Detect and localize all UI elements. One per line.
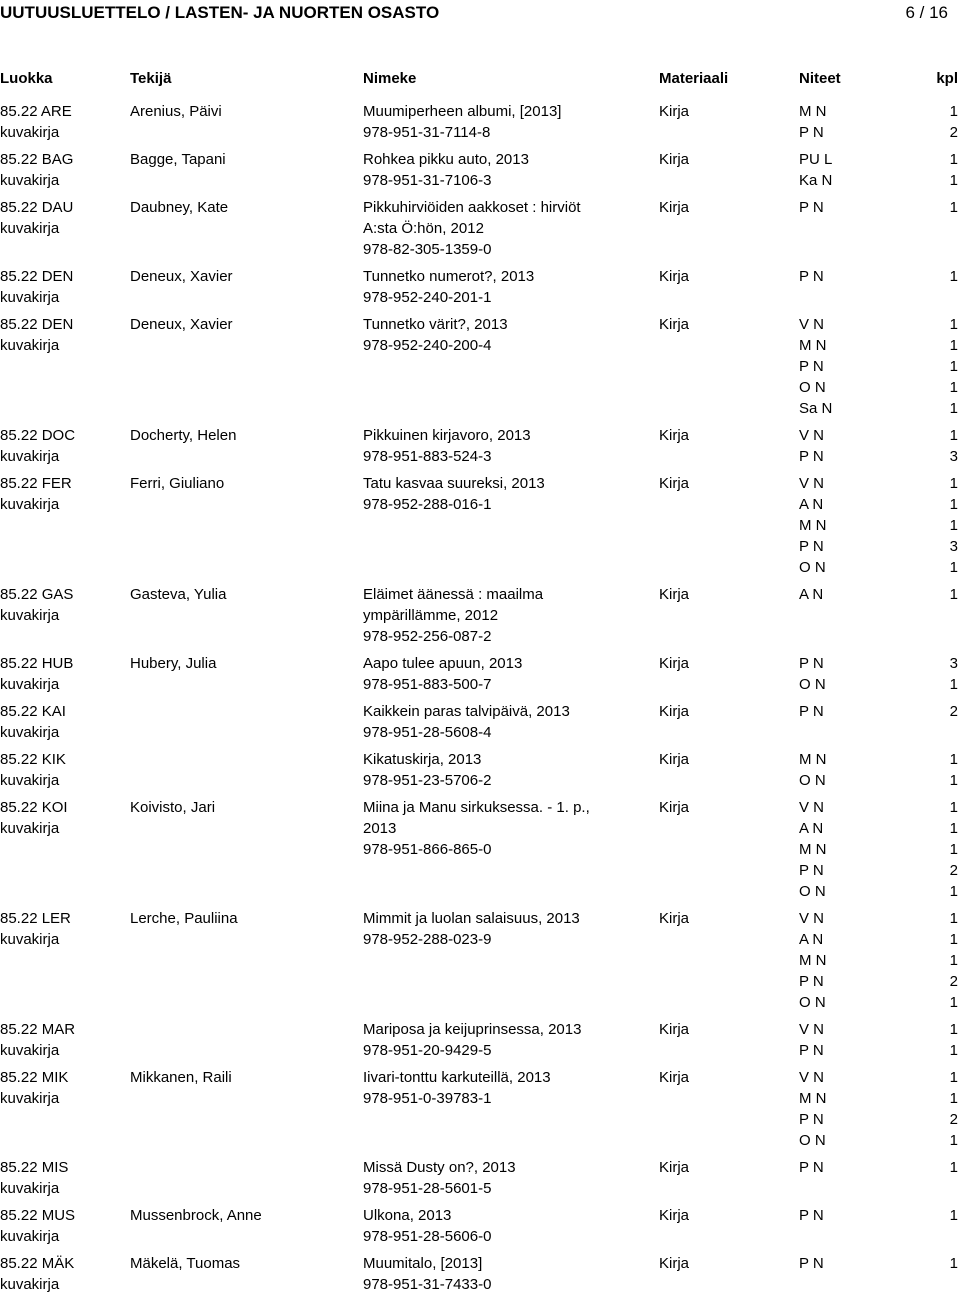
holding-qty: 3 — [949, 655, 958, 672]
material: Kirja — [659, 268, 690, 285]
title-line: ympärillämme, 2012 — [363, 607, 499, 624]
holding-qty: 1 — [949, 751, 958, 768]
title-line: 978-952-288-023-9 — [363, 931, 492, 948]
holding-qty: 1 — [949, 475, 958, 492]
material: Kirja — [659, 751, 690, 768]
material: Kirja — [659, 199, 690, 216]
holding-qty: 1 — [949, 151, 958, 168]
record-line — [0, 722, 960, 743]
sub-classification: kuvakirja — [0, 337, 60, 354]
sub-classification: kuvakirja — [0, 676, 60, 693]
material: Kirja — [659, 1021, 690, 1038]
holding-location: P N — [799, 973, 824, 990]
author: Hubery, Julia — [130, 655, 217, 672]
title-line: 978-951-31-7433-0 — [363, 1276, 492, 1293]
title-line: 978-951-883-524-3 — [363, 448, 492, 465]
holding-location: P N — [799, 703, 824, 720]
record-line — [0, 881, 960, 902]
record-line — [0, 266, 960, 287]
holding-location: P N — [799, 358, 824, 375]
material: Kirja — [659, 1207, 690, 1224]
record-line — [0, 1253, 960, 1274]
holding-qty: 2 — [949, 703, 958, 720]
record-line — [0, 1274, 960, 1295]
record-line — [0, 797, 960, 818]
title-line: Mariposa ja keijuprinsessa, 2013 — [363, 1021, 582, 1038]
author: Koivisto, Jari — [130, 799, 216, 816]
column-header-material: Materiaali — [659, 70, 729, 87]
title-line: Muumiperheen albumi, [2013] — [363, 103, 562, 120]
title-line: Tunnetko värit?, 2013 — [363, 316, 508, 333]
holding-qty: 1 — [949, 517, 958, 534]
material: Kirja — [659, 703, 690, 720]
sub-classification: kuvakirja — [0, 1276, 60, 1293]
holding-location: V N — [799, 910, 825, 927]
holding-location: Sa N — [799, 400, 833, 417]
classification: 85.22 KAI — [0, 703, 66, 720]
holding-qty: 1 — [949, 820, 958, 837]
record-line — [0, 239, 960, 260]
record-line — [0, 950, 960, 971]
sub-classification: kuvakirja — [0, 1090, 60, 1107]
title-line: Iivari-tonttu karkuteillä, 2013 — [363, 1069, 551, 1086]
record-line — [0, 1067, 960, 1088]
record-line — [0, 197, 960, 218]
holding-qty: 1 — [949, 952, 958, 969]
classification: 85.22 DEN — [0, 268, 74, 285]
classification: 85.22 MIK — [0, 1069, 69, 1086]
holding-location: P N — [799, 268, 824, 285]
holding-qty: 1 — [949, 358, 958, 375]
record — [0, 1067, 960, 1151]
sub-classification: kuvakirja — [0, 172, 60, 189]
record-line — [0, 218, 960, 239]
title-line: 2013 — [363, 820, 397, 837]
holding-qty: 1 — [949, 1207, 958, 1224]
holding-qty: 1 — [949, 1021, 958, 1038]
material: Kirja — [659, 586, 690, 603]
classification: 85.22 KIK — [0, 751, 66, 768]
holding-location: M N — [799, 103, 827, 120]
holding-location: A N — [799, 496, 824, 513]
title-line: 978-951-31-7114-8 — [363, 124, 491, 141]
record — [0, 314, 960, 419]
holding-location: O N — [799, 676, 826, 693]
holding-qty: 1 — [949, 316, 958, 333]
record-line — [0, 515, 960, 536]
title-line: 978-951-0-39783-1 — [363, 1090, 492, 1107]
material: Kirja — [659, 316, 690, 333]
title-line: 978-952-240-200-4 — [363, 337, 492, 354]
holding-location: O N — [799, 772, 826, 789]
material: Kirja — [659, 799, 690, 816]
material: Kirja — [659, 103, 690, 120]
title-line: 978-951-28-5608-4 — [363, 724, 492, 741]
holding-location: P N — [799, 448, 824, 465]
title-line: 978-952-240-201-1 — [363, 289, 492, 306]
holding-qty: 1 — [949, 586, 958, 603]
author: Deneux, Xavier — [130, 268, 233, 285]
author: Bagge, Tapani — [130, 151, 226, 168]
holding-location: V N — [799, 1021, 825, 1038]
holding-location: P N — [799, 655, 824, 672]
holding-location: P N — [799, 1255, 824, 1272]
title-line: 978-951-866-865-0 — [363, 841, 492, 858]
sub-classification: kuvakirja — [0, 124, 60, 141]
title-line: A:sta Ö:hön, 2012 — [363, 220, 484, 237]
material: Kirja — [659, 475, 690, 492]
title-line: Miina ja Manu sirkuksessa. - 1. p., — [363, 799, 590, 816]
sub-classification: kuvakirja — [0, 496, 60, 513]
record-line — [0, 314, 960, 335]
record-line — [0, 149, 960, 170]
record-line — [0, 770, 960, 791]
record-line — [0, 701, 960, 722]
sub-classification: kuvakirja — [0, 820, 60, 837]
record-line — [0, 626, 960, 647]
record — [0, 266, 960, 308]
holding-qty: 2 — [949, 1111, 958, 1128]
record — [0, 908, 960, 1013]
record — [0, 1157, 960, 1199]
holding-qty: 1 — [949, 1132, 958, 1149]
record-line — [0, 494, 960, 515]
record-line — [0, 1040, 960, 1061]
holding-location: A N — [799, 586, 824, 603]
holding-location: M N — [799, 517, 827, 534]
holding-location: P N — [799, 1207, 824, 1224]
record-line — [0, 446, 960, 467]
title-line: 978-952-256-087-2 — [363, 628, 492, 645]
holding-location: O N — [799, 883, 826, 900]
classification: 85.22 MÄK — [0, 1255, 75, 1272]
material: Kirja — [659, 151, 690, 168]
holding-location: V N — [799, 799, 825, 816]
title-line: 978-951-31-7106-3 — [363, 172, 492, 189]
sub-classification: kuvakirja — [0, 607, 60, 624]
sub-classification: kuvakirja — [0, 289, 60, 306]
holding-qty: 3 — [949, 448, 958, 465]
title-line: Kikatuskirja, 2013 — [363, 751, 482, 768]
holding-qty: 1 — [949, 1090, 958, 1107]
sub-classification: kuvakirja — [0, 1180, 60, 1197]
record — [0, 584, 960, 647]
column-header-author: Tekijä — [130, 70, 172, 87]
holding-location: V N — [799, 475, 825, 492]
record-line — [0, 1205, 960, 1226]
holding-location: M N — [799, 337, 827, 354]
record-line — [0, 170, 960, 191]
record-line — [0, 749, 960, 770]
holding-location: V N — [799, 427, 825, 444]
classification: 85.22 MUS — [0, 1207, 76, 1224]
column-header-title: Nimeke — [363, 70, 417, 87]
record-line — [0, 584, 960, 605]
holding-qty: 1 — [949, 199, 958, 216]
title-line: Missä Dusty on?, 2013 — [363, 1159, 516, 1176]
classification: 85.22 MIS — [0, 1159, 69, 1176]
title-line: 978-951-28-5606-0 — [363, 1228, 492, 1245]
record-line — [0, 605, 960, 626]
record-line — [0, 425, 960, 446]
material: Kirja — [659, 655, 690, 672]
column-header-class: Luokka — [0, 70, 53, 87]
holding-qty: 1 — [949, 1042, 958, 1059]
record-line — [0, 653, 960, 674]
title-line: 978-951-28-5601-5 — [363, 1180, 492, 1197]
holding-qty: 1 — [949, 931, 958, 948]
record — [0, 1205, 960, 1247]
holding-location: P N — [799, 538, 824, 555]
title-line: 978-951-20-9429-5 — [363, 1042, 492, 1059]
material: Kirja — [659, 1255, 690, 1272]
holding-location: O N — [799, 1132, 826, 1149]
author: Deneux, Xavier — [130, 316, 233, 333]
holding-location: P N — [799, 1111, 824, 1128]
author: Arenius, Päivi — [130, 103, 222, 120]
record-line — [0, 971, 960, 992]
record-line — [0, 557, 960, 578]
record-line — [0, 929, 960, 950]
record-line — [0, 992, 960, 1013]
record-line — [0, 335, 960, 356]
title-line: Kaikkein paras talvipäivä, 2013 — [363, 703, 570, 720]
record — [0, 653, 960, 695]
holding-location: P N — [799, 199, 824, 216]
holding-location: M N — [799, 751, 827, 768]
title-line: Tunnetko numerot?, 2013 — [363, 268, 535, 285]
record — [0, 197, 960, 260]
author: Gasteva, Yulia — [130, 586, 227, 603]
holding-location: M N — [799, 952, 827, 969]
author: Mussenbrock, Anne — [130, 1207, 262, 1224]
classification: 85.22 LER — [0, 910, 71, 927]
holding-qty: 1 — [949, 1159, 958, 1176]
holding-qty: 1 — [949, 772, 958, 789]
holding-qty: 1 — [949, 1255, 958, 1272]
classification: 85.22 GAS — [0, 586, 74, 603]
holding-qty: 1 — [949, 799, 958, 816]
record — [0, 749, 960, 791]
column-header-notes: Niteet — [799, 70, 841, 87]
record — [0, 149, 960, 191]
record — [0, 1253, 960, 1295]
classification: 85.22 DAU — [0, 199, 74, 216]
classification: 85.22 FER — [0, 475, 72, 492]
title-line: Rohkea pikku auto, 2013 — [363, 151, 529, 168]
holding-qty: 1 — [949, 1069, 958, 1086]
sub-classification: kuvakirja — [0, 724, 60, 741]
record-line — [0, 287, 960, 308]
record-line — [0, 1019, 960, 1040]
holding-qty: 1 — [949, 268, 958, 285]
record-line — [0, 1088, 960, 1109]
material: Kirja — [659, 1069, 690, 1086]
sub-classification: kuvakirja — [0, 220, 60, 237]
sub-classification: kuvakirja — [0, 931, 60, 948]
author: Daubney, Kate — [130, 199, 229, 216]
column-header-qty: kpl — [936, 70, 958, 87]
holding-qty: 1 — [949, 103, 958, 120]
author: Mäkelä, Tuomas — [130, 1255, 241, 1272]
record-line — [0, 536, 960, 557]
holding-location: P N — [799, 1159, 824, 1176]
holding-location: V N — [799, 1069, 825, 1086]
title-line: 978-951-23-5706-2 — [363, 772, 492, 789]
holding-qty: 2 — [949, 973, 958, 990]
author: Mikkanen, Raili — [130, 1069, 232, 1086]
holding-location: P N — [799, 124, 824, 141]
holding-location: O N — [799, 994, 826, 1011]
holding-qty: 3 — [949, 538, 958, 555]
holding-location: P N — [799, 1042, 824, 1059]
record-line — [0, 908, 960, 929]
record — [0, 1019, 960, 1061]
page-title: UUTUUSLUETTELO / LASTEN- JA NUORTEN OSASTO — [0, 3, 440, 22]
title-line: Eläimet äänessä : maailma — [363, 586, 544, 603]
classification: 85.22 HUB — [0, 655, 74, 672]
title-line: Mimmit ja luolan salaisuus, 2013 — [363, 910, 580, 927]
classification: 85.22 BAG — [0, 151, 74, 168]
holding-qty: 1 — [949, 559, 958, 576]
record-line — [0, 101, 960, 122]
holding-qty: 2 — [949, 124, 958, 141]
holding-location: M N — [799, 1090, 827, 1107]
record-line — [0, 122, 960, 143]
holding-location: O N — [799, 559, 826, 576]
holding-qty: 1 — [949, 337, 958, 354]
holding-qty: 2 — [949, 862, 958, 879]
holding-qty: 1 — [949, 496, 958, 513]
record-line — [0, 1130, 960, 1151]
material: Kirja — [659, 1159, 690, 1176]
record — [0, 101, 960, 143]
classification: 85.22 KOI — [0, 799, 68, 816]
title-line: 978-82-305-1359-0 — [363, 241, 492, 258]
record — [0, 701, 960, 743]
author: Docherty, Helen — [130, 427, 237, 444]
record — [0, 797, 960, 902]
title-line: Tatu kasvaa suureksi, 2013 — [363, 475, 545, 492]
record-line — [0, 473, 960, 494]
record-line — [0, 674, 960, 695]
record-line — [0, 818, 960, 839]
holding-location: V N — [799, 316, 825, 333]
record-line — [0, 860, 960, 881]
material: Kirja — [659, 910, 690, 927]
title-line: Ulkona, 2013 — [363, 1207, 452, 1224]
record-line — [0, 1109, 960, 1130]
classification: 85.22 ARE — [0, 103, 72, 120]
title-line: 978-952-288-016-1 — [363, 496, 492, 513]
title-line: 978-951-883-500-7 — [363, 676, 492, 693]
holding-qty: 1 — [949, 172, 958, 189]
page-number: 6 / 16 — [905, 3, 948, 22]
holding-qty: 1 — [949, 883, 958, 900]
holding-qty: 1 — [949, 994, 958, 1011]
record-line — [0, 398, 960, 419]
holding-location: Ka N — [799, 172, 833, 189]
holding-qty: 1 — [949, 841, 958, 858]
sub-classification: kuvakirja — [0, 1228, 60, 1245]
author: Ferri, Giuliano — [130, 475, 225, 492]
holding-location: PU L — [799, 151, 833, 168]
holding-location: A N — [799, 931, 824, 948]
classification: 85.22 DEN — [0, 316, 74, 333]
holding-qty: 1 — [949, 379, 958, 396]
title-line: Muumitalo, [2013] — [363, 1255, 483, 1272]
holding-location: M N — [799, 841, 827, 858]
material: Kirja — [659, 427, 690, 444]
title-line: Pikkuinen kirjavoro, 2013 — [363, 427, 531, 444]
title-line: Pikkuhirviöiden aakkoset : hirviöt — [363, 199, 581, 216]
classification: 85.22 DOC — [0, 427, 76, 444]
column-header-row — [0, 70, 960, 90]
record-line — [0, 1226, 960, 1247]
record — [0, 473, 960, 578]
sub-classification: kuvakirja — [0, 1042, 60, 1059]
holding-location: A N — [799, 820, 824, 837]
title-line: Aapo tulee apuun, 2013 — [363, 655, 523, 672]
holding-qty: 1 — [949, 676, 958, 693]
record-line — [0, 1157, 960, 1178]
record-line — [0, 377, 960, 398]
classification: 85.22 MAR — [0, 1021, 76, 1038]
author: Lerche, Pauliina — [130, 910, 238, 927]
holding-qty: 1 — [949, 427, 958, 444]
holding-qty: 1 — [949, 400, 958, 417]
record — [0, 425, 960, 467]
holding-qty: 1 — [949, 910, 958, 927]
sub-classification: kuvakirja — [0, 448, 60, 465]
record-line — [0, 1178, 960, 1199]
sub-classification: kuvakirja — [0, 772, 60, 789]
holding-location: O N — [799, 379, 826, 396]
holding-location: P N — [799, 862, 824, 879]
record-line — [0, 356, 960, 377]
record-line — [0, 839, 960, 860]
